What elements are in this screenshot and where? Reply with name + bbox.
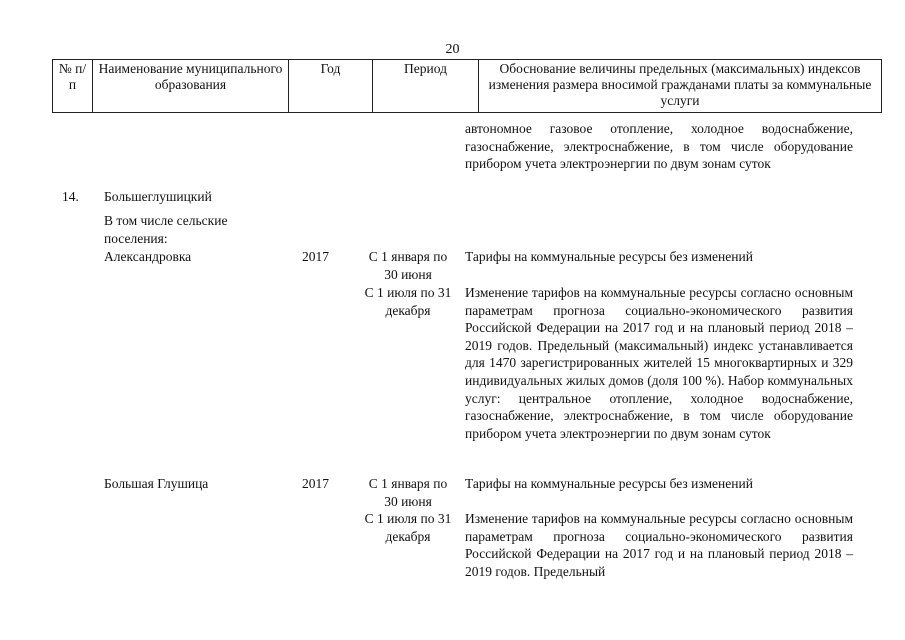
header-period: Период (373, 60, 479, 113)
page-number: 20 (445, 42, 460, 57)
municipality-name: Александровка (104, 249, 192, 264)
header-number: № п/п (53, 60, 93, 113)
district-subheading: В том числе сельские поселения: (104, 213, 228, 246)
justification-second-half: Изменение тарифов на коммунальные ресурсы согласно основным параметрам прогноза социально-экономического развития Российской Федерации на 2017 год и на плановый период 2018 – 2019 годов. Предельный (максимальный) индекс устанавливается для 1470 зарегистрированных жителей 15 многоквартирных и 329 индивидуальных жилых домов (доля 100 %). Набор коммунальных услуг: центральное отопление, холодное водоснабжение, газоснабжение, электроснабжение, в том числе оборудование прибором учета электроэнергии по двум зонам суток (465, 285, 853, 441)
district-name: Большеглушицкий (104, 189, 212, 204)
municipality-name: Большая Глушица (104, 476, 209, 491)
justification-first-half: Тарифы на коммунальные ресурсы без изменений (465, 249, 753, 264)
period-first-half: С 1 января по 30 июня (368, 249, 448, 282)
justification-first-half: Тарифы на коммунальные ресурсы без изменений (465, 476, 753, 491)
continuation-text: автономное газовое отопление, холодное водоснабжение, газоснабжение, электроснабжение, в том числе оборудование прибором учета электроэнергии по двум зонам суток (465, 121, 853, 172)
table-header (52, 59, 882, 113)
header-year: Год (289, 60, 373, 113)
row-year: 2017 (302, 476, 329, 491)
header-justification: Обоснование величины предельных (максимальных) индексов изменения размера вносимой гражданами платы за коммунальные услуги (479, 60, 882, 113)
period-first-half: С 1 января по 30 июня (368, 476, 448, 509)
period-second-half: С 1 июля по 31 декабря (364, 285, 452, 318)
header-municipality: Наименование муниципального образования (93, 60, 289, 113)
district-number: 14. (62, 189, 79, 204)
period-second-half: С 1 июля по 31 декабря (364, 511, 452, 544)
row-year: 2017 (302, 249, 329, 264)
justification-second-half: Изменение тарифов на коммунальные ресурсы согласно основным параметрам прогноза социально-экономического развития Российской Федерации на 2017 год и на плановый период 2018 – 2019 годов. Предельный (465, 511, 853, 579)
